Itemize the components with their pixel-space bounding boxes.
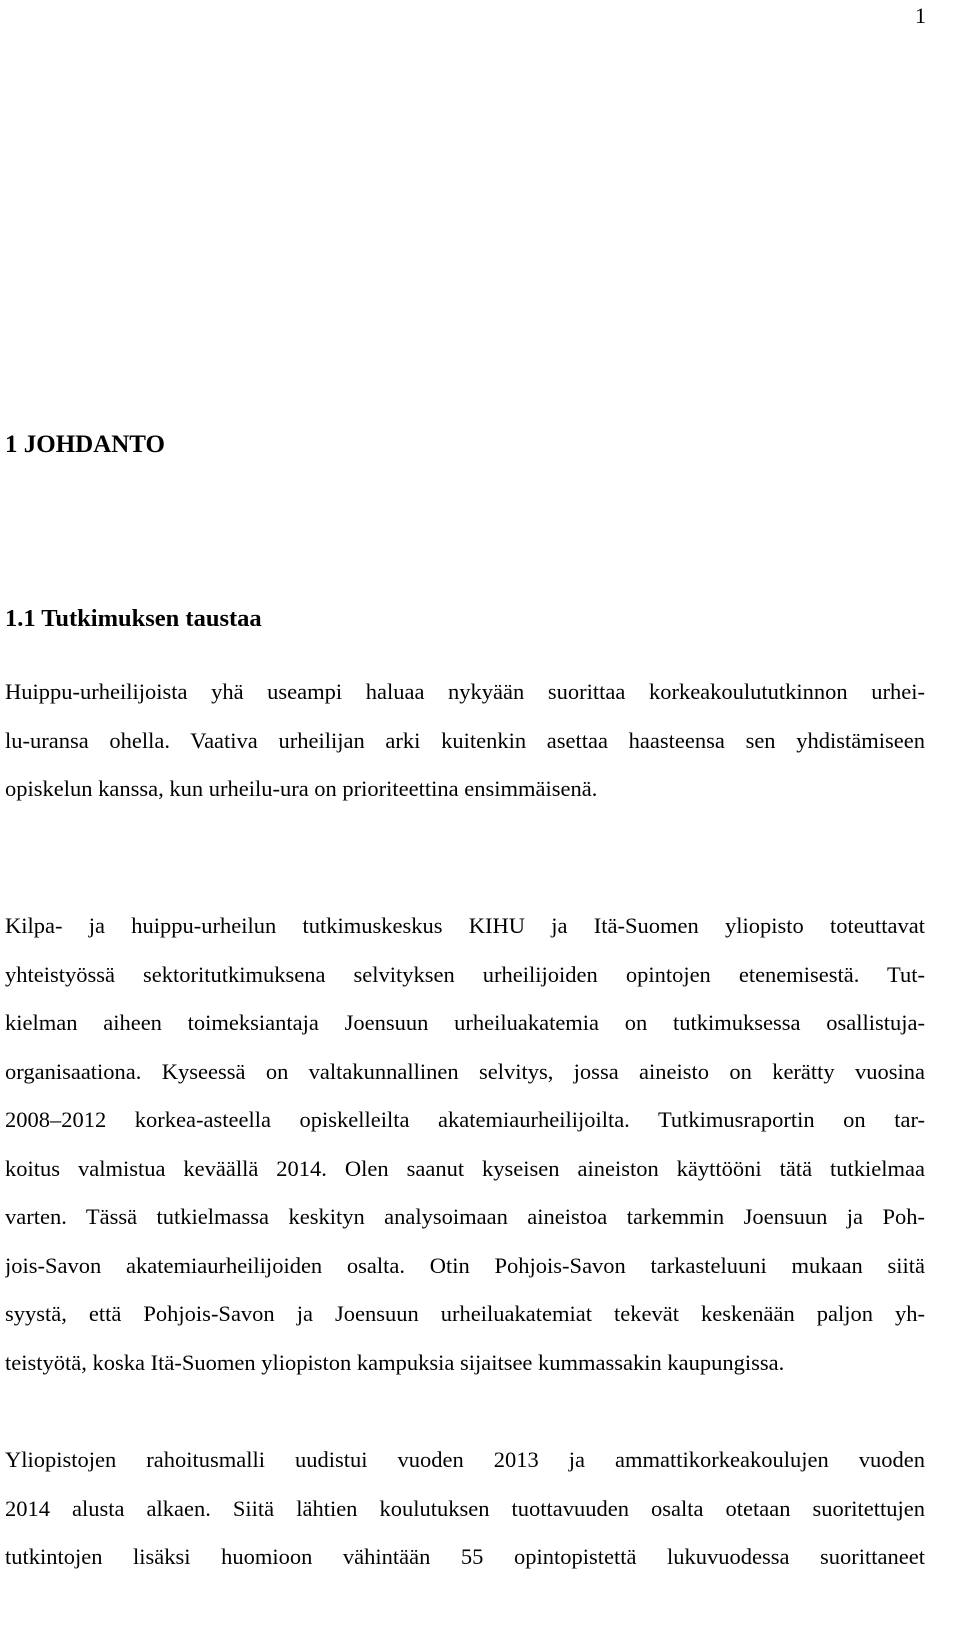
paragraph-line: 2014 alusta alkaen. Siitä lähtien koulutuksen tuottavuuden osalta otetaan suoritettujen bbox=[5, 1495, 925, 1521]
paragraph-line: yhteistyössä sektoritutkimuksena selvityksen urheilijoiden opintojen etenemisestä. Tut- bbox=[5, 961, 925, 987]
paragraph-line: organisaationa. Kyseessä on valtakunnallinen selvitys, jossa aineisto on kerätty vuosina bbox=[5, 1058, 925, 1084]
paragraph-3 bbox=[5, 1436, 925, 1582]
paragraph-line: Yliopistojen rahoitusmalli uudistui vuoden 2013 ja ammattikorkeakoulujen vuoden bbox=[5, 1447, 925, 1472]
paragraph-line: opiskelun kanssa, kun urheilu-ura on prioriteettina ensimmäisenä. bbox=[5, 776, 598, 801]
paragraph-line: teistyötä, koska Itä-Suomen yliopiston kampuksia sijaitsee kummassakin kaupungissa. bbox=[5, 1349, 785, 1375]
paragraph-line: kielman aiheen toimeksiantaja Joensuun urheiluakatemia on tutkimuksessa osallistuja- bbox=[5, 1010, 925, 1035]
paragraph-line: jois-Savon akatemiaurheilijoiden osalta. Otin Pohjois-Savon tarkasteluuni mukaan siitä bbox=[5, 1252, 925, 1278]
paragraph-line: lu-uransa ohella. Vaativa urheilijan arki kuitenkin asettaa haasteensa sen yhdistämiseen bbox=[5, 727, 925, 753]
paragraph-line: koitus valmistua keväällä 2014. Olen saanut kyseisen aineiston käyttööni tätä tutkielmaa bbox=[5, 1155, 925, 1181]
chapter-heading: 1 JOHDANTO bbox=[5, 431, 165, 458]
paragraph-line: syystä, että Pohjois-Savon ja Joensuun urheiluakatemiat tekevät keskenään paljon yh- bbox=[5, 1301, 925, 1326]
paragraph-2 bbox=[5, 902, 925, 1387]
paragraph-line: Huippu-urheilijoista yhä useampi haluaa nykyään suorittaa korkeakoulututkinnon urhei- bbox=[5, 679, 925, 704]
paragraph-1 bbox=[5, 668, 925, 814]
paragraph-line: varten. Tässä tutkielmassa keskityn analysoimaan aineistoa tarkemmin Joensuun ja Poh- bbox=[5, 1204, 925, 1229]
paragraph-line: 2008–2012 korkea-asteella opiskelleilta akatemiaurheilijoilta. Tutkimusraportin on tar- bbox=[5, 1107, 925, 1132]
paragraph-line: Kilpa- ja huippu-urheilun tutkimuskeskus KIHU ja Itä-Suomen yliopisto toteuttavat bbox=[5, 913, 925, 938]
page-number: 1 bbox=[915, 3, 926, 28]
section-heading: 1.1 Tutkimuksen taustaa bbox=[5, 605, 262, 632]
paragraph-line: tutkintojen lisäksi huomioon vähintään 55 opintopistettä lukuvuodessa suorittaneet bbox=[5, 1544, 925, 1569]
